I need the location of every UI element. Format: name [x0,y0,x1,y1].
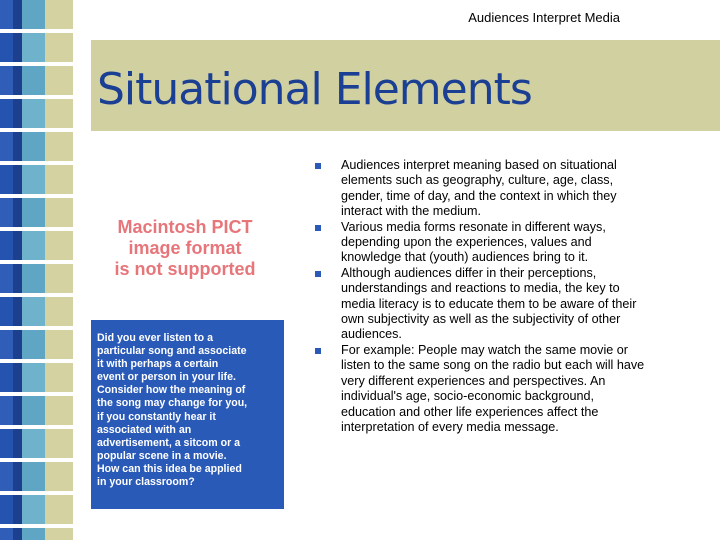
callout-line: Did you ever listen to a [97,332,213,344]
bullet-line: understandings and reactions to media, the key to [341,281,620,296]
stripe-segment [0,99,73,128]
image-placeholder-line: image format [128,238,242,258]
bullet-line: For example: People may watch the same movie or [341,342,628,357]
slide-title: Situational Elements [97,64,532,115]
callout-line: Consider how the meaning of [97,384,246,397]
bullet-square-icon [315,163,321,169]
stripe-segment [0,132,73,161]
stripe-segment [0,231,73,260]
decorative-stripe-bar [0,0,73,540]
image-placeholder-line: is not supported [114,259,256,279]
bullet-line: media literacy is to educate them to be aware of their [341,296,637,311]
bullet-list [308,158,708,435]
bullet-square-icon [315,271,321,277]
callout-line: in your classroom? [97,476,195,489]
bullet-item [308,220,708,266]
image-placeholder-line: Macintosh PICT [117,217,253,237]
bullet-line: interact with the medium. [341,204,481,219]
stripe-segment [0,33,73,62]
callout-line: advertisement, a sitcom or a [97,436,241,449]
stripe-segment [0,330,73,359]
bullet-line: knowledge that (youth) audiences bring to it. [341,250,589,265]
callout-line: if you constantly hear it [97,410,216,423]
callout-line: the song may change for you, [97,397,248,410]
bullet-line: Although audiences differ in their perceptions, [341,265,597,280]
bullet-line: Various media forms resonate in different ways, [341,219,606,234]
callout-line: popular scene in a movie. [97,449,227,462]
bullet-line: depending upon the experiences, values and [341,235,592,250]
stripe-segment [0,0,73,29]
stripe-segment [0,495,73,524]
slide-header: Audiences Interpret Media [468,10,620,25]
bullet-line: audiences. [341,327,402,342]
callout-line: associated with an [97,423,192,436]
bullet-square-icon [315,225,321,231]
bullet-line: gender, time of day, and the context in which they [341,188,617,203]
bullet-square-icon [315,348,321,354]
stripe-segment [0,528,73,540]
bullet-line: listen to the same song on the radio but each will have [341,358,645,373]
bullet-item [308,343,708,435]
stripe-segment [0,198,73,227]
stripe-segment [0,66,73,95]
stripe-segment [0,165,73,194]
bullet-item [308,158,708,220]
bullet-line: very different experiences and perspectives. An [341,373,606,388]
stripe-segment [0,462,73,491]
bullet-line: education and other life experiences affect the [341,404,599,419]
callout-box [91,320,284,509]
stripe-segment [0,429,73,458]
stripe-segment [0,363,73,392]
stripe-segment [0,264,73,293]
stripe-segment [0,297,73,326]
callout-line: event or person in your life. [97,371,236,384]
callout-line: particular song and associate [97,345,247,358]
bullet-item [308,266,708,343]
bullet-line: elements such as geography, culture, age, class, [341,173,614,188]
bullet-line: own subjectivity as well as the subjectivity of other [341,312,621,327]
bullet-line: interpretation of every media message. [341,419,559,434]
stripe-segment [0,396,73,425]
callout-line: it with perhaps a certain [97,358,219,371]
bullet-line: Audiences interpret meaning based on situational [341,158,617,172]
callout-line: How can this idea be applied [97,462,242,475]
image-placeholder [100,217,270,280]
bullet-line: individual's age, socio-economic background, [341,389,595,404]
